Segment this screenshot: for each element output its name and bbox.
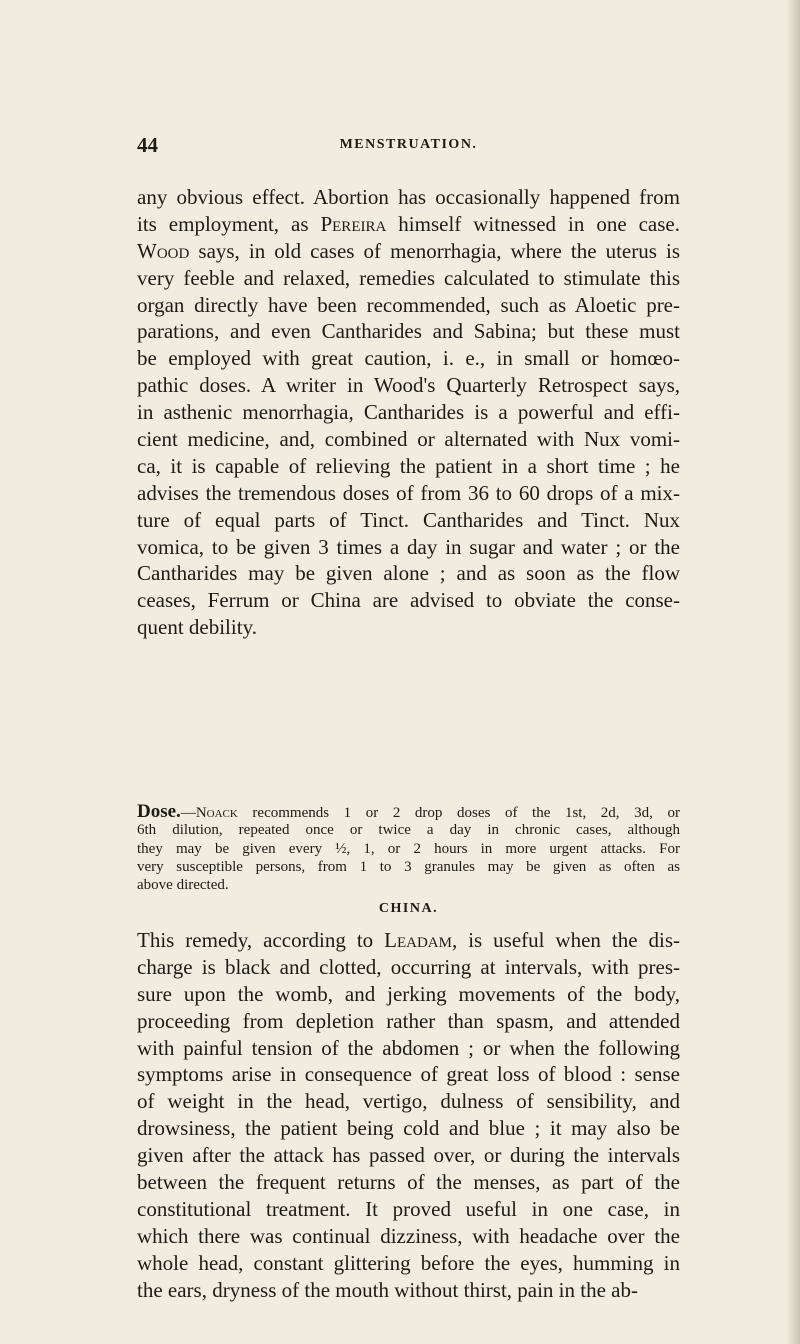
text-line: ceases, Ferrum or China are advised to obviate the conse-: [137, 588, 680, 613]
text-line: the ears, dryness of the mouth without thirst, pain in the ab-: [137, 1277, 638, 1302]
small-caps-name: Leadam: [384, 928, 452, 952]
text-line: any obvious effect. Abortion has occasionally happened from: [137, 185, 680, 209]
text-line: quent debility.: [137, 615, 257, 640]
text-line: above directed.: [137, 877, 229, 894]
dose-note-line: [137, 803, 680, 821]
small-caps-name: Noack: [195, 805, 238, 821]
text-line: they may be given every ½, 1, or 2 hours in more urgent attacks. For: [137, 840, 680, 857]
text-line: 6th dilution, repeated once or twice a day in chronic cases, although: [137, 822, 680, 839]
paragraph-china: [137, 927, 680, 1303]
running-head: MENSTRUATION.: [339, 137, 478, 152]
text-line: cient medicine, and, combined or alternated with Nux vomi-: [137, 427, 680, 452]
text-line: between the frequent returns of the menses, as part of the: [137, 1170, 680, 1195]
text-line: parations, and even Cantharides and Sabina; but these must: [137, 319, 680, 344]
dose-note-lines: [137, 821, 680, 894]
text-line: ca, it is capable of relieving the patient in a short time ; he: [137, 453, 680, 478]
text-line: Wood says, in old cases of menorrhagia, where the uterus is: [137, 238, 680, 263]
text-line: vomica, to be given 3 times a day in sugar and water ; or the: [137, 534, 680, 559]
text-line: given after the attack has passed over, or during the intervals: [137, 1143, 680, 1168]
text-line: very feeble and relaxed, remedies calculated to stimulate this: [137, 265, 680, 290]
paragraph-abortion-menorrhagia: [137, 184, 680, 641]
page-edge-shadow: [786, 0, 800, 1344]
dose-note: [137, 803, 680, 894]
small-caps-name: Pereira: [320, 211, 387, 236]
text-line: charge is black and clotted, occurring at intervals, with pres-: [137, 954, 680, 979]
text-line: proceeding from depletion rather than spasm, and attended: [137, 1008, 680, 1033]
text-line: with painful tension of the abdomen ; or when the following: [137, 1035, 680, 1060]
dose-note-line-rest: —Noack recommends 1 or 2 drop doses of the 1st, 2d, 3d, or: [180, 805, 680, 821]
text-line: its employment, as Pereira himself witnessed in one case.: [137, 211, 680, 236]
text-line: of weight in the head, vertigo, dulness of sensibility, and: [137, 1089, 680, 1114]
text-line: pathic doses. A writer in Wood's Quarterly Retrospect says,: [137, 373, 680, 398]
page-header: [137, 133, 680, 163]
page-number: 44: [137, 133, 158, 157]
text-line: This remedy, according to Leadam, is useful when the dis-: [137, 928, 680, 952]
dose-label: Dose.: [137, 801, 181, 822]
small-caps-name: Wood: [137, 238, 190, 263]
text-line: drowsiness, the patient being cold and blue ; it may also be: [137, 1116, 680, 1141]
text-line: sure upon the womb, and jerking movements of the body,: [137, 981, 680, 1006]
text-line: very susceptible persons, from 1 to 3 granules may be given as often as: [137, 858, 680, 875]
text-line: organ directly have been recommended, such as Aloetic pre-: [137, 292, 680, 317]
text-line: ture of equal parts of Tinct. Cantharides and Tinct. Nux: [137, 507, 680, 532]
text-line: which there was continual dizziness, with headache over the: [137, 1223, 680, 1248]
text-line: constitutional treatment. It proved useful in one case, in: [137, 1196, 680, 1221]
text-line: be employed with great caution, i. e., in small or homœo-: [137, 346, 680, 371]
text-line: in asthenic menorrhagia, Cantharides is a powerful and effi-: [137, 400, 680, 425]
text-line: whole head, constant glittering before the eyes, humming in: [137, 1250, 680, 1275]
text-line: Cantharides may be given alone ; and as soon as the flow: [137, 561, 680, 586]
text-line: symptoms arise in consequence of great loss of blood : sense: [137, 1062, 680, 1087]
text-line: advises the tremendous doses of from 36 to 60 drops of a mix-: [137, 480, 680, 505]
section-heading-china: CHINA.: [378, 901, 439, 916]
